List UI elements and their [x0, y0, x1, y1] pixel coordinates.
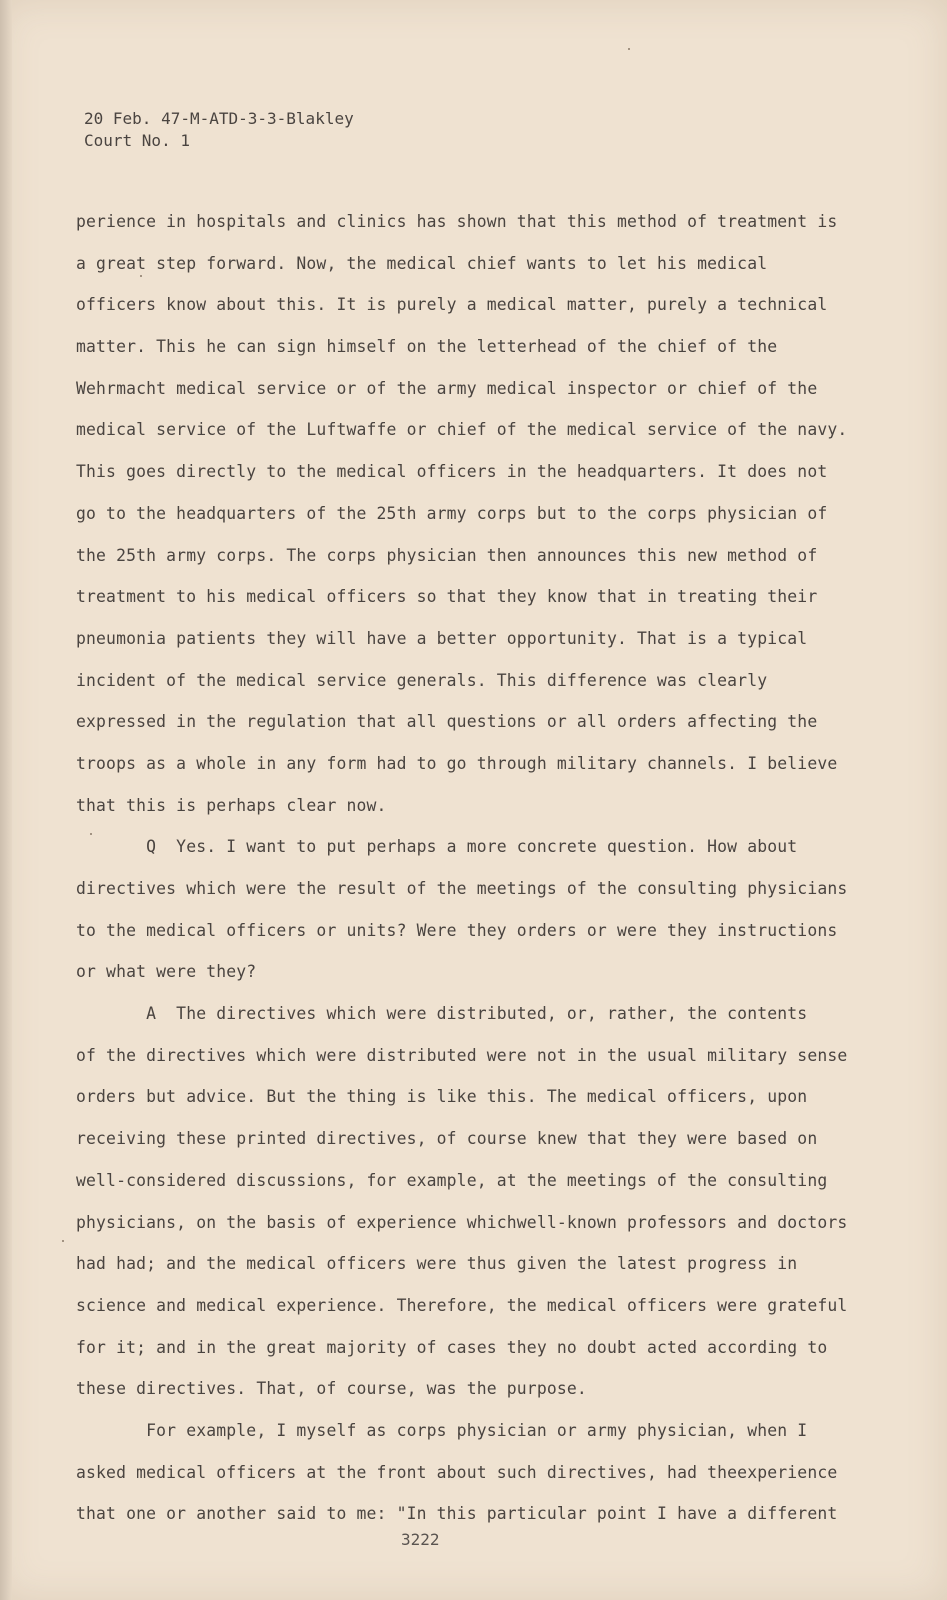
transcript-line: officers know about this. It is purely a medical matter, purely a technical [76, 295, 828, 315]
paper-speck [62, 1240, 64, 1242]
page-edge [0, 0, 12, 1600]
transcript-line: Q Yes. I want to put perhaps a more concrete question. How about [76, 837, 798, 857]
paper-speck [140, 275, 142, 277]
transcript-line: for it; and in the great majority of cases they no doubt acted according to [76, 1337, 828, 1357]
transcript-line: For example, I myself as corps physician or army physician, when I [76, 1420, 808, 1440]
transcript-line: asked medical officers at the front about such directives, had theexperience [76, 1462, 838, 1482]
transcript-line: of the directives which were distributed were not in the usual military sense [76, 1045, 848, 1065]
transcript-line: go to the headquarters of the 25th army corps but to the corps physician of [76, 503, 828, 523]
header-reference: 20 Feb. 47-M-ATD-3-3-Blakley [84, 109, 354, 128]
transcript-line: to the medical officers or units? Were they orders or were they instructions [76, 920, 838, 940]
transcript-line: treatment to his medical officers so that they know that in treating their [76, 587, 818, 607]
transcript-line: incident of the medical service generals. This difference was clearly [76, 670, 768, 690]
transcript-line: orders but advice. But the thing is like this. The medical officers, upon [76, 1087, 808, 1107]
document-header [84, 108, 354, 152]
transcript-line: had had; and the medical officers were thus given the latest progress in [76, 1254, 798, 1274]
transcript-line: physicians, on the basis of experience whichwell-known professors and doctors [76, 1212, 848, 1232]
transcript-line: that one or another said to me: "In this particular point I have a different [76, 1504, 838, 1524]
transcript-body [76, 212, 886, 1546]
paper-speck [628, 48, 630, 50]
transcript-line: perience in hospitals and clinics has shown that this method of treatment is [76, 212, 838, 231]
transcript-line: these directives. That, of course, was the purpose. [76, 1379, 587, 1399]
header-court: Court No. 1 [84, 131, 190, 150]
transcript-line: a great step forward. Now, the medical chief wants to let his medical [76, 253, 768, 273]
paper-speck [90, 833, 92, 835]
transcript-line: directives which were the result of the meetings of the consulting physicians [76, 879, 848, 898]
transcript-line: This goes directly to the medical officers in the headquarters. It does not [76, 462, 828, 482]
page-number: 3222 [401, 1530, 440, 1549]
transcript-line: receiving these printed directives, of course knew that they were based on [76, 1129, 818, 1149]
transcript-line: A The directives which were distributed, or, rather, the contents [76, 1004, 808, 1024]
transcript-line: well-considered discussions, for example, at the meetings of the consulting [76, 1170, 828, 1190]
transcript-line: that this is perhaps clear now. [76, 795, 387, 815]
transcript-line: expressed in the regulation that all questions or all orders affecting the [76, 712, 818, 732]
transcript-line: troops as a whole in any form had to go through military channels. I believe [76, 753, 838, 773]
transcript-line: science and medical experience. Therefore, the medical officers were grateful [76, 1295, 848, 1315]
transcript-line: Wehrmacht medical service or of the army medical inspector or chief of the [76, 378, 818, 398]
transcript-line: matter. This he can sign himself on the letterhead of the chief of the [76, 337, 778, 357]
transcript-line: pneumonia patients they will have a better opportunity. That is a typical [76, 628, 808, 648]
transcript-line: the 25th army corps. The corps physician then announces this new method of [76, 545, 818, 565]
transcript-line: or what were they? [76, 962, 257, 982]
transcript-line: medical service of the Luftwaffe or chief of the medical service of the navy. [76, 420, 848, 440]
